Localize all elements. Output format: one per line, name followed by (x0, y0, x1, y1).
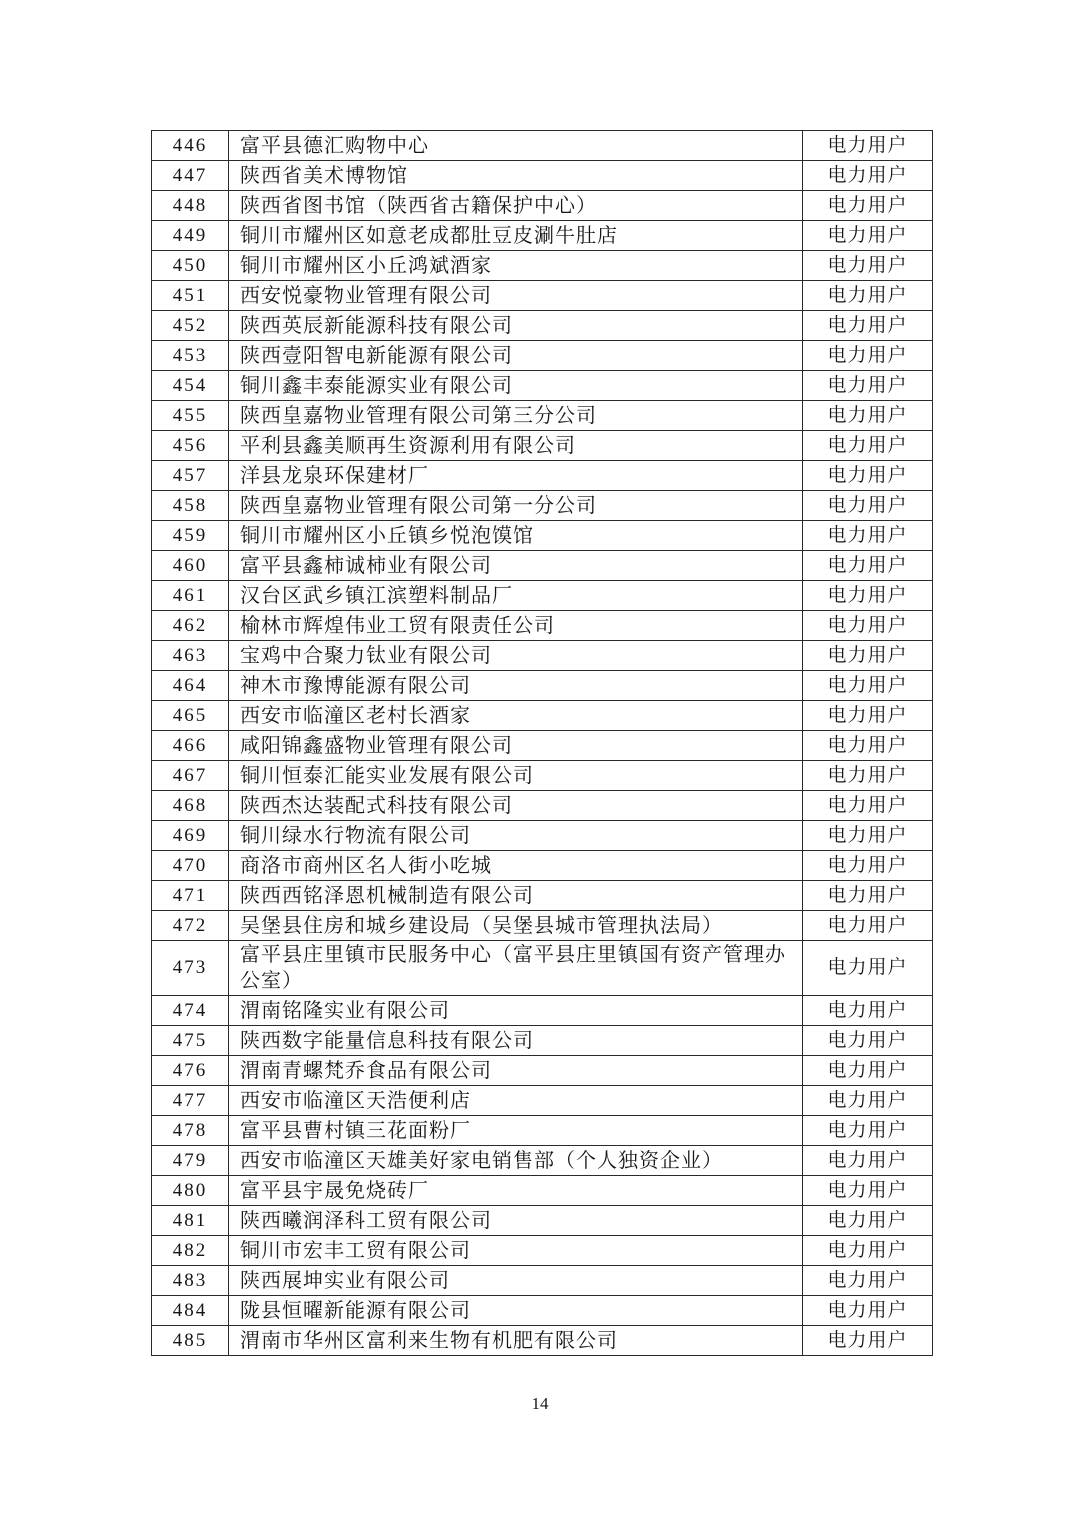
user-type: 电力用户 (803, 401, 933, 431)
page-number: 14 (531, 1394, 549, 1413)
user-type: 电力用户 (803, 1326, 933, 1356)
entity-name: 陕西英辰新能源科技有限公司 (229, 311, 803, 341)
entity-name: 陕西西铭泽恩机械制造有限公司 (229, 881, 803, 911)
user-type: 电力用户 (803, 461, 933, 491)
row-number: 463 (152, 641, 229, 671)
entity-name: 汉台区武乡镇江滨塑料制品厂 (229, 581, 803, 611)
table-row (152, 371, 933, 401)
row-number: 471 (152, 881, 229, 911)
user-type: 电力用户 (803, 521, 933, 551)
entity-name: 陕西展坤实业有限公司 (229, 1266, 803, 1296)
entity-name: 榆林市辉煌伟业工贸有限责任公司 (229, 611, 803, 641)
user-type: 电力用户 (803, 551, 933, 581)
row-number: 449 (152, 221, 229, 251)
table-row (152, 1056, 933, 1086)
electricity-user-table (151, 130, 933, 1356)
entity-name: 铜川恒泰汇能实业发展有限公司 (229, 761, 803, 791)
table-row (152, 401, 933, 431)
table-row (152, 521, 933, 551)
user-type: 电力用户 (803, 611, 933, 641)
entity-name: 富平县庄里镇市民服务中心（富平县庄里镇国有资产管理办公室） (229, 941, 803, 996)
entity-name: 富平县曹村镇三花面粉厂 (229, 1116, 803, 1146)
user-type: 电力用户 (803, 1026, 933, 1056)
row-number: 473 (152, 941, 229, 996)
row-number: 462 (152, 611, 229, 641)
user-type: 电力用户 (803, 131, 933, 161)
user-type: 电力用户 (803, 341, 933, 371)
row-number: 458 (152, 491, 229, 521)
user-type: 电力用户 (803, 1266, 933, 1296)
table-row (152, 461, 933, 491)
row-number: 484 (152, 1296, 229, 1326)
entity-name: 富平县宇晟免烧砖厂 (229, 1176, 803, 1206)
row-number: 455 (152, 401, 229, 431)
entity-name: 铜川鑫丰泰能源实业有限公司 (229, 371, 803, 401)
entity-name: 铜川市耀州区小丘镇乡悦泡馍馆 (229, 521, 803, 551)
entity-name: 宝鸡中合聚力钛业有限公司 (229, 641, 803, 671)
row-number: 448 (152, 191, 229, 221)
row-number: 466 (152, 731, 229, 761)
row-number: 480 (152, 1176, 229, 1206)
table-row (152, 1176, 933, 1206)
row-number: 472 (152, 911, 229, 941)
entity-name: 西安市临潼区天雄美好家电销售部（个人独资企业） (229, 1146, 803, 1176)
table-row (152, 761, 933, 791)
row-number: 456 (152, 431, 229, 461)
entity-name: 铜川市耀州区如意老成都肚豆皮涮牛肚店 (229, 221, 803, 251)
table-row (152, 1146, 933, 1176)
table-row (152, 941, 933, 996)
user-type: 电力用户 (803, 761, 933, 791)
row-number: 451 (152, 281, 229, 311)
user-type: 电力用户 (803, 221, 933, 251)
entity-name: 陕西省图书馆（陕西省古籍保护中心） (229, 191, 803, 221)
user-type: 电力用户 (803, 791, 933, 821)
user-type: 电力用户 (803, 311, 933, 341)
user-type: 电力用户 (803, 1206, 933, 1236)
user-type: 电力用户 (803, 1056, 933, 1086)
row-number: 453 (152, 341, 229, 371)
user-type: 电力用户 (803, 251, 933, 281)
table-row (152, 641, 933, 671)
table-row (152, 581, 933, 611)
user-type: 电力用户 (803, 881, 933, 911)
table-row (152, 311, 933, 341)
user-type: 电力用户 (803, 1116, 933, 1146)
user-type: 电力用户 (803, 671, 933, 701)
table-row (152, 731, 933, 761)
row-number: 459 (152, 521, 229, 551)
table-row (152, 1116, 933, 1146)
table-row (152, 791, 933, 821)
entity-name: 陕西皇嘉物业管理有限公司第一分公司 (229, 491, 803, 521)
row-number: 452 (152, 311, 229, 341)
row-number: 481 (152, 1206, 229, 1236)
user-type: 电力用户 (803, 941, 933, 996)
table-row (152, 821, 933, 851)
row-number: 457 (152, 461, 229, 491)
table-body (152, 131, 933, 1356)
entity-name: 神木市豫博能源有限公司 (229, 671, 803, 701)
user-type: 电力用户 (803, 821, 933, 851)
entity-name: 咸阳锦鑫盛物业管理有限公司 (229, 731, 803, 761)
table-row (152, 1266, 933, 1296)
user-type: 电力用户 (803, 641, 933, 671)
entity-name: 渭南青螺梵乔食品有限公司 (229, 1056, 803, 1086)
entity-name: 铜川市耀州区小丘鸿斌酒家 (229, 251, 803, 281)
user-type: 电力用户 (803, 161, 933, 191)
entity-name: 陇县恒曜新能源有限公司 (229, 1296, 803, 1326)
table-row (152, 281, 933, 311)
user-type: 电力用户 (803, 911, 933, 941)
table-row (152, 491, 933, 521)
entity-name: 商洛市商州区名人街小吃城 (229, 851, 803, 881)
row-number: 460 (152, 551, 229, 581)
table-row (152, 671, 933, 701)
entity-name: 吴堡县住房和城乡建设局（吴堡县城市管理执法局） (229, 911, 803, 941)
table-row (152, 221, 933, 251)
user-type: 电力用户 (803, 1236, 933, 1266)
entity-name: 陕西曦润泽科工贸有限公司 (229, 1206, 803, 1236)
user-type: 电力用户 (803, 281, 933, 311)
table-row (152, 1236, 933, 1266)
table-row (152, 1086, 933, 1116)
row-number: 482 (152, 1236, 229, 1266)
entity-name: 铜川市宏丰工贸有限公司 (229, 1236, 803, 1266)
row-number: 454 (152, 371, 229, 401)
user-type: 电力用户 (803, 431, 933, 461)
entity-name: 洋县龙泉环保建材厂 (229, 461, 803, 491)
table-row (152, 191, 933, 221)
entity-name: 陕西壹阳智电新能源有限公司 (229, 341, 803, 371)
entity-name: 平利县鑫美顺再生资源利用有限公司 (229, 431, 803, 461)
entity-name: 铜川绿水行物流有限公司 (229, 821, 803, 851)
row-number: 461 (152, 581, 229, 611)
user-type: 电力用户 (803, 491, 933, 521)
table-row (152, 1296, 933, 1326)
user-type: 电力用户 (803, 701, 933, 731)
table-row (152, 851, 933, 881)
row-number: 476 (152, 1056, 229, 1086)
row-number: 469 (152, 821, 229, 851)
user-type: 电力用户 (803, 191, 933, 221)
user-type: 电力用户 (803, 1146, 933, 1176)
row-number: 468 (152, 791, 229, 821)
entity-name: 陕西省美术博物馆 (229, 161, 803, 191)
row-number: 464 (152, 671, 229, 701)
row-number: 447 (152, 161, 229, 191)
table-row (152, 431, 933, 461)
row-number: 465 (152, 701, 229, 731)
row-number: 446 (152, 131, 229, 161)
entity-name: 陕西数字能量信息科技有限公司 (229, 1026, 803, 1056)
table-row (152, 996, 933, 1026)
row-number: 450 (152, 251, 229, 281)
row-number: 483 (152, 1266, 229, 1296)
user-type: 电力用户 (803, 996, 933, 1026)
table-row (152, 551, 933, 581)
entity-name: 西安市临潼区天浩便利店 (229, 1086, 803, 1116)
user-type: 电力用户 (803, 371, 933, 401)
entity-name: 富平县德汇购物中心 (229, 131, 803, 161)
user-type: 电力用户 (803, 1086, 933, 1116)
entity-name: 富平县鑫柿诚柿业有限公司 (229, 551, 803, 581)
user-type: 电力用户 (803, 1176, 933, 1206)
entity-name: 渭南铭隆实业有限公司 (229, 996, 803, 1026)
table-row (152, 131, 933, 161)
table-row (152, 611, 933, 641)
user-type: 电力用户 (803, 731, 933, 761)
table-row (152, 1326, 933, 1356)
entity-name: 渭南市华州区富利来生物有机肥有限公司 (229, 1326, 803, 1356)
entity-name: 陕西皇嘉物业管理有限公司第三分公司 (229, 401, 803, 431)
row-number: 485 (152, 1326, 229, 1356)
user-type: 电力用户 (803, 851, 933, 881)
row-number: 470 (152, 851, 229, 881)
table-row (152, 701, 933, 731)
row-number: 478 (152, 1116, 229, 1146)
entity-name: 陕西杰达装配式科技有限公司 (229, 791, 803, 821)
user-type: 电力用户 (803, 1296, 933, 1326)
table-row (152, 161, 933, 191)
row-number: 467 (152, 761, 229, 791)
entity-name: 西安市临潼区老村长酒家 (229, 701, 803, 731)
table-row (152, 1026, 933, 1056)
entity-name: 西安悦豪物业管理有限公司 (229, 281, 803, 311)
row-number: 474 (152, 996, 229, 1026)
table-row (152, 341, 933, 371)
row-number: 477 (152, 1086, 229, 1116)
row-number: 479 (152, 1146, 229, 1176)
table-row (152, 1206, 933, 1236)
table-row (152, 881, 933, 911)
row-number: 475 (152, 1026, 229, 1056)
table-row (152, 251, 933, 281)
table-row (152, 911, 933, 941)
user-type: 电力用户 (803, 581, 933, 611)
